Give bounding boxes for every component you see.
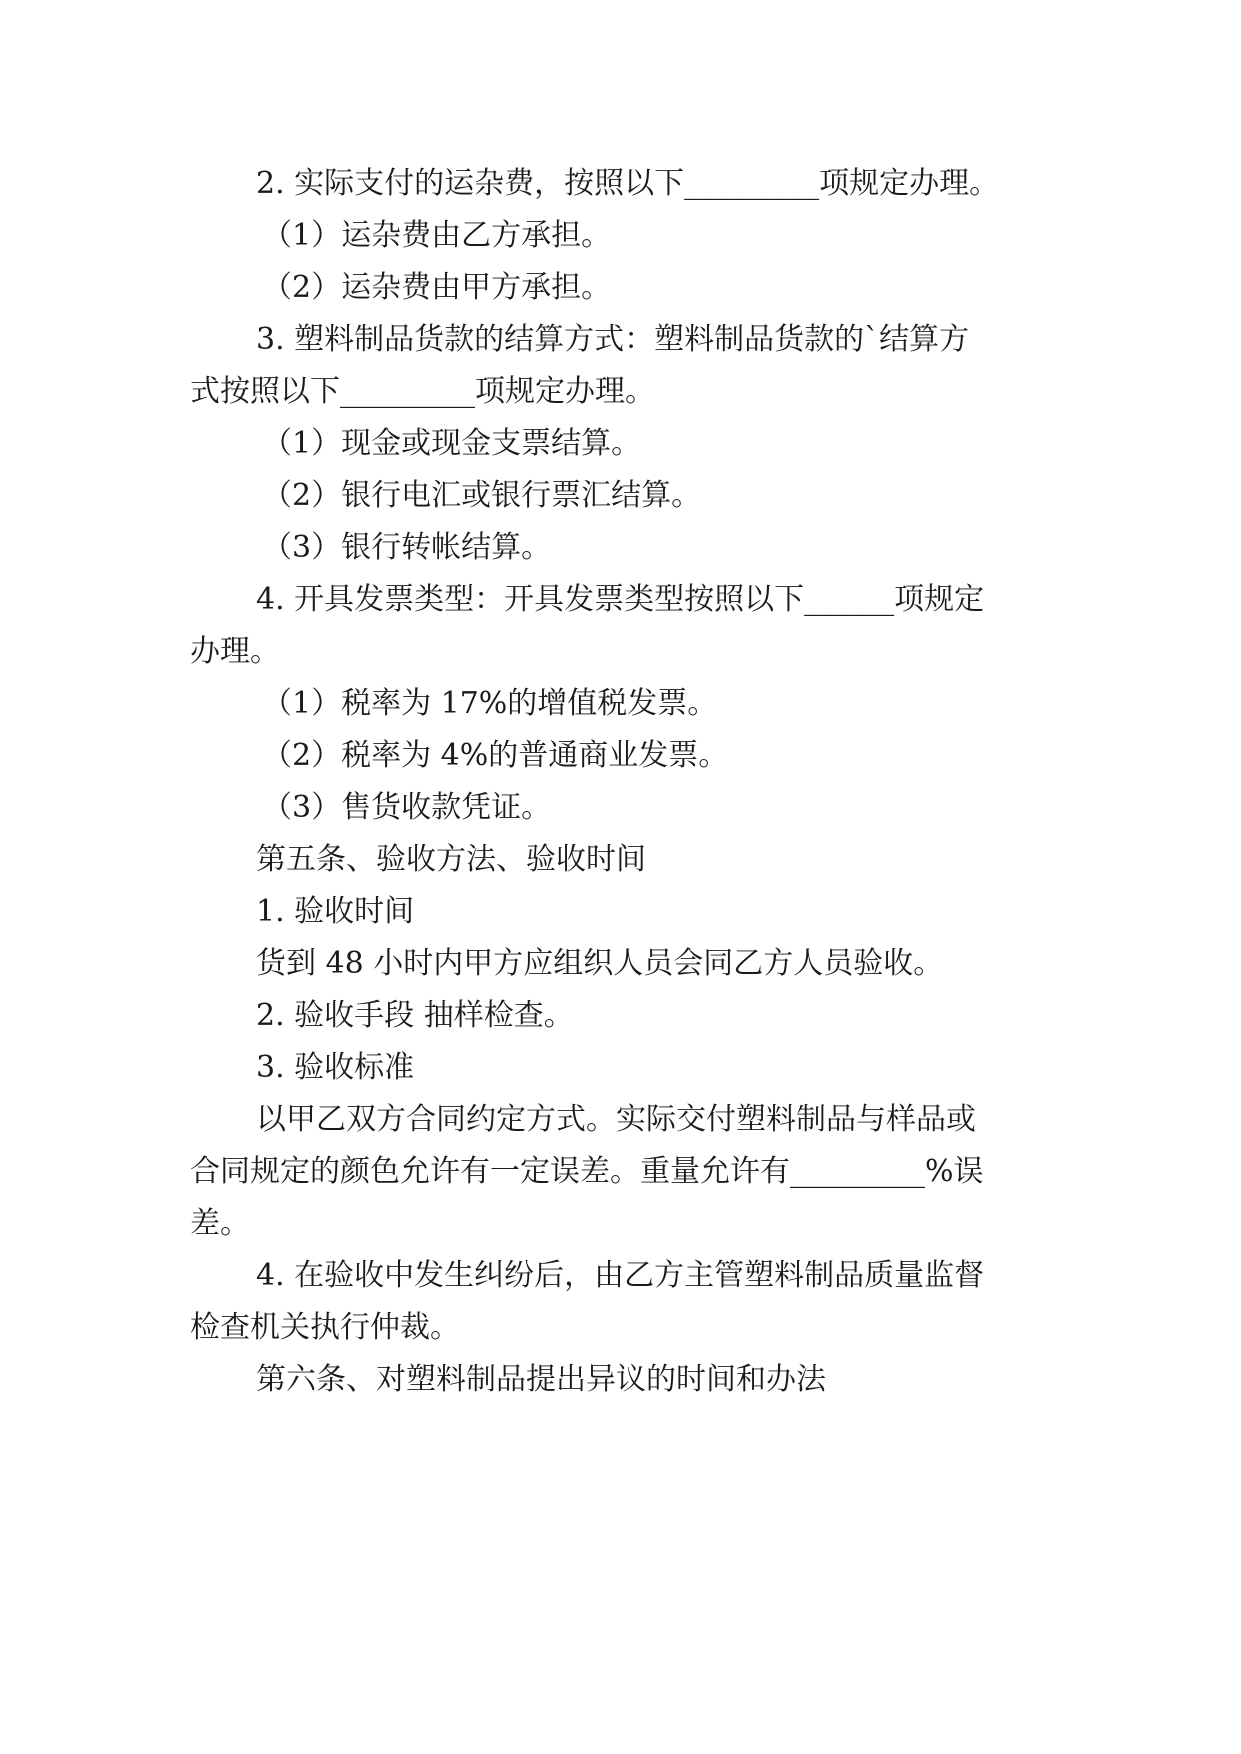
paragraph-inspection-standard-end: 差。 — [190, 1206, 250, 1241]
paragraph-dispute-arbitration-continued: 检查机关执行仲裁。 — [190, 1310, 460, 1345]
option-invoice-general: （2）税率为 4%的普通商业发票。 — [262, 738, 729, 773]
option-invoice-vat: （1）税率为 17%的增值税发票。 — [262, 686, 718, 721]
option-freight-party-b: （1）运杂费由乙方承担。 — [262, 218, 612, 253]
article-five-heading: 第五条、验收方法、验收时间 — [256, 842, 646, 877]
paragraph-inspection-means: 2. 验收手段 抽样检查。 — [256, 998, 574, 1033]
paragraph-settlement-method: 3. 塑料制品货款的结算方式：塑料制品货款的`结算方 — [256, 322, 970, 357]
subheading-inspection-time: 1. 验收时间 — [256, 894, 415, 929]
option-freight-party-a: （2）运杂费由甲方承担。 — [262, 270, 612, 305]
paragraph-inspection-standard: 以甲乙双方合同约定方式。实际交付塑料制品与样品或 — [256, 1102, 976, 1137]
option-settlement-wire: （2）银行电汇或银行票汇结算。 — [262, 478, 702, 513]
article-six-heading: 第六条、对塑料制品提出异议的时间和办法 — [256, 1362, 826, 1397]
paragraph-inspection-standard-continued: 合同规定的颜色允许有一定误差。重量允许有_________%误 — [190, 1154, 984, 1189]
option-invoice-receipt: （3）售货收款凭证。 — [262, 790, 552, 825]
paragraph-invoice-type: 4. 开具发票类型：开具发票类型按照以下______项规定 — [256, 582, 985, 617]
paragraph-freight-payment: 2. 实际支付的运杂费，按照以下_________项规定办理。 — [256, 166, 1000, 201]
option-settlement-transfer: （3）银行转帐结算。 — [262, 530, 552, 565]
paragraph-dispute-arbitration: 4. 在验收中发生纠纷后，由乙方主管塑料制品质量监督 — [256, 1258, 985, 1293]
paragraph-invoice-type-continued: 办理。 — [190, 634, 280, 669]
paragraph-settlement-method-continued: 式按照以下_________项规定办理。 — [190, 374, 655, 409]
paragraph-inspection-time: 货到 48 小时内甲方应组织人员会同乙方人员验收。 — [256, 946, 944, 981]
subheading-inspection-standard: 3. 验收标准 — [256, 1050, 415, 1085]
option-settlement-cash: （1）现金或现金支票结算。 — [262, 426, 642, 461]
